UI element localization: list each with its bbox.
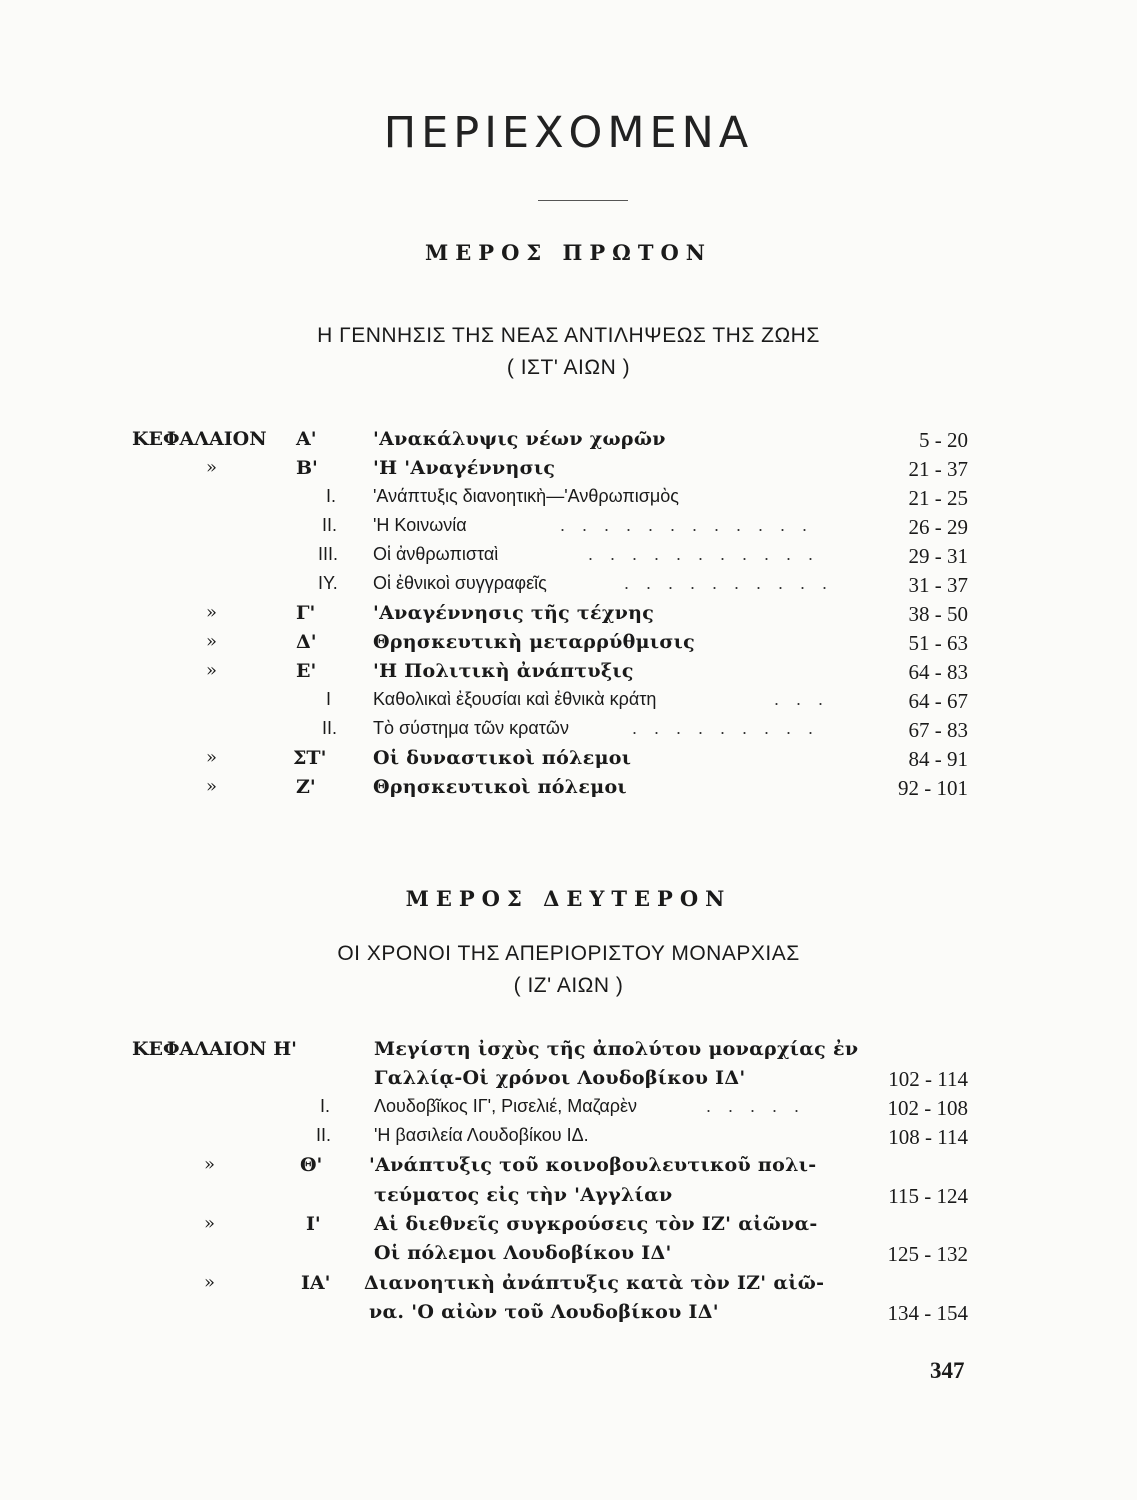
ditto-mark: » [206,631,218,652]
page-range: 64 - 67 [908,689,968,713]
chapter-title: 'Αναγέννησις τῆς τέχνης [373,602,655,624]
ditto-mark: » [204,1272,216,1293]
page-range: 67 - 83 [908,718,968,742]
page-range: 102 - 108 [887,1096,968,1120]
page-range: 26 - 29 [908,515,968,539]
page-title: ΠΕΡΙΕΧΟΜΕΝΑ [383,108,754,158]
toc-subentry [0,1096,1137,1126]
page-range: 21 - 37 [908,457,968,481]
subentry-number: ΙΙΙ. [318,544,339,564]
chapter-letter: Γ' [296,602,316,624]
part1-subtitle-line1: Η ΓΕΝΝΗΣΙΣ ΤΗΣ ΝΕΑΣ ΑΝΤΙΛΗΨΕΩΣ ΤΗΣ ΖΩΗΣ [317,324,820,347]
toc-entry [0,631,1137,661]
ditto-mark: » [204,1154,216,1175]
page-range: 51 - 63 [908,631,968,655]
leader-dots: . . . . . . . . . [632,718,820,738]
subentry-title: 'Η Κοινωνία [373,515,467,535]
page-range: 125 - 132 [887,1242,968,1266]
chapter-letter: Β' [296,457,318,479]
ditto-mark: » [204,1213,216,1234]
toc-subentry [0,573,1137,603]
subentry-number: ΙΥ. [318,573,338,593]
toc-entry [0,428,1137,458]
toc-subentry [0,515,1137,545]
chapter-title: Μεγίστη ἰσχὺς τῆς ἀπολύτου μοναρχίας ἐν [374,1038,859,1060]
chapter-letter: Ε' [296,660,317,682]
chapter-label: ΚΕΦΑΛΑΙΟΝ [132,428,267,450]
page-range: 115 - 124 [888,1184,968,1208]
subentry-title: Καθολικαὶ ἐξουσίαι καὶ ἐθνικὰ κράτη [373,689,657,709]
chapter-title: 'Ανακάλυψις νέων χωρῶν [373,428,666,450]
part1-heading: ΜΕΡΟΣ ΠΡΩΤΟΝ [425,240,712,265]
toc-subentry [0,689,1137,719]
leader-dots: . . . . . . . . . . . . [560,515,814,535]
subentry-title: Τὸ σύστημα τῶν κρατῶν [373,718,569,738]
subentry-title: Οἱ ἐθνικοὶ συγγραφεῖς [373,573,547,593]
chapter-title: Θρησκευτικὴ μεταρρύθμισις [373,631,695,653]
chapter-label: ΚΕΦΑΛΑΙΟΝ Η' [132,1038,297,1060]
subentry-title: 'Ανάπτυξις διανοητικὴ—'Ανθρωπισμὸς [373,486,679,506]
page-range: 31 - 37 [908,573,968,597]
page-range: 84 - 91 [908,747,968,771]
subentry-number: ΙΙ. [316,1125,332,1145]
page-range: 38 - 50 [908,602,968,626]
toc-entry [0,1213,1137,1243]
toc-entry [0,602,1137,632]
toc-subentry [0,1125,1137,1155]
chapter-title-continued: Οἱ πόλεμοι Λουδοβίκου ΙΔ' [374,1242,672,1264]
chapter-title: 'Η 'Αναγέννησις [373,457,556,479]
leader-dots: . . . . . . . . . . . [588,544,820,564]
page-range: 108 - 114 [888,1125,968,1149]
page-range: 92 - 101 [898,776,968,800]
chapter-title: 'Ανάπτυξις τοῦ κοινοβουλευτικοῦ πολι- [369,1154,817,1176]
toc-entry-continuation [0,1242,1137,1272]
toc-entry-continuation [0,1184,1137,1214]
subentry-number: Ι [326,689,332,709]
part1-subtitle-line2: ( ΙΣΤ' ΑΙΩΝ ) [506,356,631,379]
toc-entry [0,1272,1137,1302]
subentry-number: Ι. [326,486,337,506]
toc-entry-continuation [0,1067,1137,1097]
leader-dots: . . . . . [706,1096,806,1116]
toc-entry [0,776,1137,806]
leader-dots: . . . . . . . . . . [624,573,834,593]
page-range: 5 - 20 [919,428,968,452]
ditto-mark: » [206,457,218,478]
chapter-letter: Δ' [296,631,317,653]
chapter-title-continued: τεύματος εἰς τὴν 'Αγγλίαν [374,1184,673,1206]
chapter-title: Οἱ δυναστικοὶ πόλεμοι [373,747,632,769]
toc-entry [0,660,1137,690]
page-range: 29 - 31 [908,544,968,568]
title-divider [538,200,628,201]
ditto-mark: » [206,776,218,797]
page-range: 102 - 114 [888,1067,968,1091]
part2-subtitle-line2: ( ΙΖ' ΑΙΩΝ ) [513,974,624,997]
part2-subtitle-line1: ΟΙ ΧΡΟΝΟΙ ΤΗΣ ΑΠΕΡΙΟΡΙΣΤΟΥ ΜΟΝΑΡΧΙΑΣ [337,942,800,965]
page-range: 21 - 25 [908,486,968,510]
chapter-letter: Α' [296,428,317,450]
subentry-title: Λουδοβῖκος ΙΓ', Ρισελιέ, Μαζαρὲν [374,1096,638,1116]
chapter-letter: Θ' [300,1154,323,1176]
chapter-title: Αἱ διεθνεῖς συγκρούσεις τὸν ΙΖ' αἰῶνα- [374,1213,818,1235]
toc-entry [0,747,1137,777]
ditto-mark: » [206,747,218,768]
page-number: 347 [930,1358,965,1383]
ditto-mark: » [206,602,218,623]
subentry-number: ΙΙ. [322,718,338,738]
leader-dots: . . . [774,689,830,709]
page-range: 64 - 83 [908,660,968,684]
chapter-letter: Ζ' [296,776,316,798]
toc-entry [0,1154,1137,1184]
chapter-title-continued: να. 'Ο αἰὼν τοῦ Λουδοβίκου ΙΔ' [369,1301,719,1323]
page-range: 134 - 154 [887,1301,968,1325]
chapter-title-continued: Γαλλίᾳ-Οἱ χρόνοι Λουδοβίκου ΙΔ' [374,1067,746,1089]
chapter-letter: Ι' [306,1213,321,1235]
ditto-mark: » [206,660,218,681]
toc-subentry [0,718,1137,748]
chapter-title: 'Η Πολιτικὴ ἀνάπτυξις [373,660,634,682]
toc-subentry [0,544,1137,574]
toc-subentry [0,486,1137,516]
toc-entry [0,457,1137,487]
toc-entry [0,1038,1137,1068]
subentry-number: Ι. [320,1096,331,1116]
toc-entry-continuation [0,1301,1137,1331]
chapter-letter: ΣΤ' [293,747,327,769]
subentry-number: ΙΙ. [322,515,338,535]
chapter-title: Διανοητικὴ ἀνάπτυξις κατὰ τὸν ΙΖ' αἰῶ- [364,1272,825,1294]
subentry-title: Οἱ ἀνθρωπισταὶ [373,544,499,564]
chapter-title: Θρησκευτικοὶ πόλεμοι [373,776,627,798]
subentry-title: 'Η βασιλεία Λουδοβίκου ΙΔ. [374,1125,589,1145]
chapter-letter: ΙΑ' [301,1272,331,1294]
part2-heading: ΜΕΡΟΣ ΔΕΥΤΕΡΟΝ [405,886,732,911]
